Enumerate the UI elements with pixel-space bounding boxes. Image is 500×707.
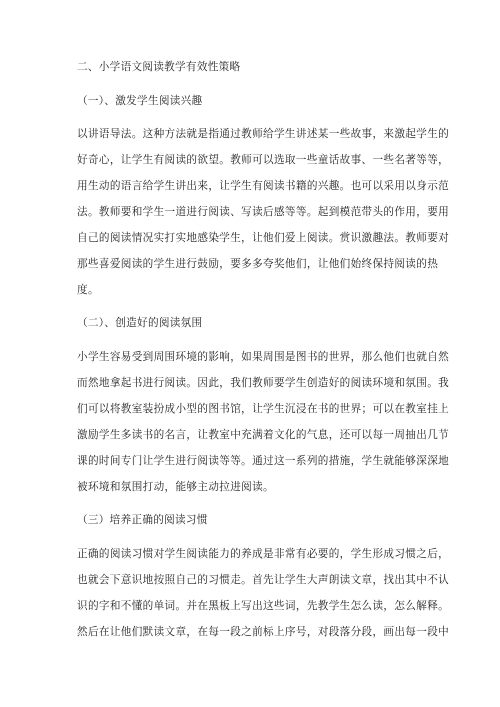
paragraph-line: 然后在让他们默读文章，在每一段之前标上序号，对段落分段，画出每一段中 — [77, 626, 450, 638]
paragraph-line: 被环境和氛围打动，能够主动拉进阅读。 — [77, 481, 274, 493]
paragraph-line: 自己的阅读情况实打实地感染学生，让他们爱上阅读。赏识激趣法。教师要对 — [77, 232, 450, 244]
paragraph-line: 法。教师要和学生一道进行阅读、写读后感等等。起到模范带头的作用，要用 — [77, 206, 450, 218]
paragraph-line: 度。 — [77, 284, 99, 296]
paragraph-line: 识的字和不懂的单词。并在黑板上写出这些词，先教学生怎么读，怎么解释。 — [77, 600, 450, 612]
paragraph-line: 激励学生多读书的名言，让教室中充满着文化的气息，还可以每一周抽出几节 — [77, 429, 450, 441]
section-title: 二、小学语文阅读教学有效性策略 — [77, 61, 241, 73]
subsection-heading-2: （二）、创造好的阅读氛围 — [77, 317, 203, 329]
paragraph-line: 那些喜爱阅读的学生进行鼓励，要多多夸奖他们，让他们始终保持阅读的热 — [77, 258, 439, 270]
subsection-heading-1: （一）、激发学生阅读兴趣 — [77, 95, 203, 107]
paragraph-line: 小学生容易受到周围环境的影响，如果周围是图书的世界，那么他们也就自然 — [77, 351, 450, 363]
paragraph-line: 正确的阅读习惯对学生阅读能力的养成是非常有必要的，学生形成习惯之后， — [77, 548, 450, 560]
paragraph-line: 用生动的语言给学生讲出来，让学生有阅读书籍的兴趣。也可以采用以身示范 — [77, 180, 450, 192]
paragraph-line: 课的时间专门让学生进行阅读等等。通过这一系列的措施，学生就能够深深地 — [77, 455, 450, 467]
paragraph-line: 以讲语导法。这种方法就是指通过教师给学生讲述某一些故事，来激起学生的 — [77, 128, 450, 140]
paragraph-line: 们可以将教室装扮成小型的图书馆，让学生沉浸在书的世界；可以在教室挂上 — [77, 403, 450, 415]
paragraph-line: 好奇心，让学生有阅读的欲望。教师可以选取一些童话故事、一些名著等等， — [77, 154, 450, 166]
paragraph-line: 也就会下意识地按照自己的习惯走。首先让学生大声朗读文章，找出其中不认 — [77, 574, 450, 586]
paragraph-line: 而然地拿起书进行阅读。因此，我们教师要学生创造好的阅读环境和氛围。我 — [77, 377, 450, 389]
subsection-heading-3: （三）培养正确的阅读习惯 — [77, 514, 208, 526]
